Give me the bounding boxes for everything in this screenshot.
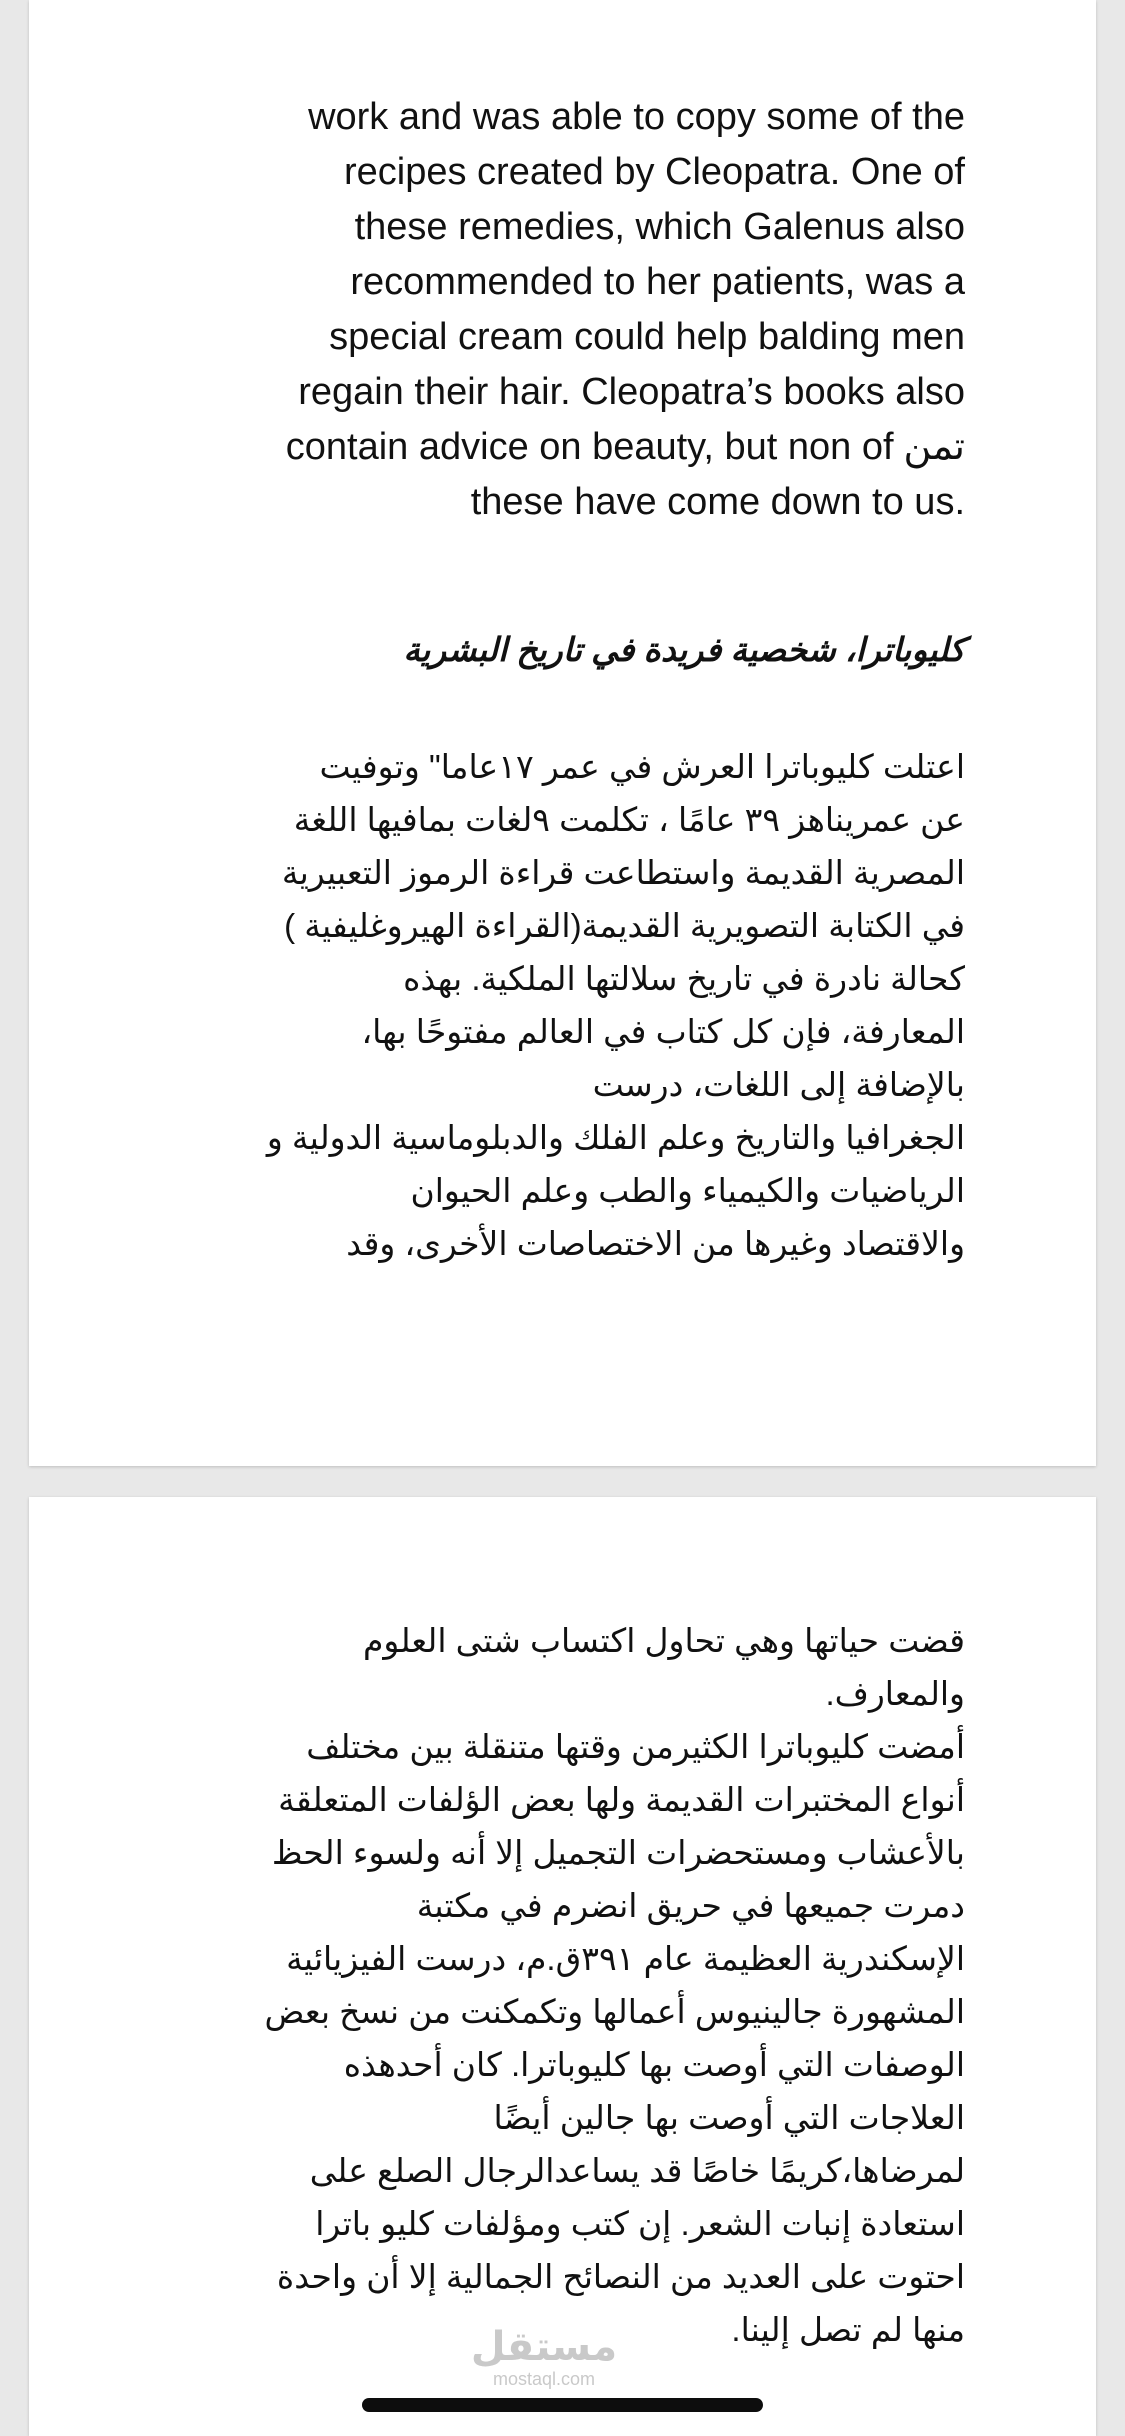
document-page-2 xyxy=(29,1497,1096,2436)
arabic-section-heading: كليوباترا، شخصية فريدة في تاريخ البشرية xyxy=(403,631,965,668)
arabic-line: الوصفات التي أوصت بها كليوباترا. كان أحدهذه xyxy=(343,2046,965,2083)
arabic-line: استعادة إنبات الشعر. إن كتب ومؤلفات كليو باترا xyxy=(315,2205,965,2242)
arabic-line: المعارفة، فإن كل كتاب في العالم مفتوحًا بها، xyxy=(361,1013,965,1050)
mostaql-watermark-logo xyxy=(464,2325,624,2389)
arabic-line: قضت حياتها وهي تحاول اكتساب شتى العلوم xyxy=(362,1622,965,1659)
arabic-line: لمرضاها،كريمًا خاصًا قد يساعدالرجال الصلع على xyxy=(309,2152,965,2189)
arabic-line: المشهورة جالينيوس أعمالها وتكمكنت من نسخ بعض xyxy=(264,1993,965,2030)
english-paragraph xyxy=(179,90,965,530)
arabic-line: عن عمريناهز ٣٩ عامًا ، تكلمت ٩لغات بمافيها اللغة xyxy=(293,801,965,838)
english-line: these remedies, which Galenus also xyxy=(354,206,965,248)
arabic-line: كحالة نادرة في تاريخ سلالتها الملكية. بهذه xyxy=(403,960,965,997)
arabic-line: الجغرافيا والتاريخ وعلم الفلك والدبلوماسية الدولية و xyxy=(266,1119,965,1156)
english-line-text: contain advice on beauty, but non of xyxy=(285,426,894,468)
arabic-line: دمرت جميعها في حريق انضرم في مكتبة xyxy=(416,1887,965,1924)
english-line: recipes created by Cleopatra. One of xyxy=(343,151,965,193)
english-line: recommended to her patients, was a xyxy=(350,261,965,303)
english-line: regain their hair. Cleopatra’s books also xyxy=(298,371,965,413)
english-line: work and was able to copy some of the xyxy=(308,96,965,138)
arabic-line: الإسكندرية العظيمة عام ٣٩١ق.م، درست الفيزيائية xyxy=(286,1940,965,1977)
watermark-latin-text: mostaql.com xyxy=(492,2369,596,2389)
home-indicator-bar[interactable] xyxy=(362,2398,763,2412)
arabic-line: احتوت على العديد من النصائح الجمالية إلا أن واحدة xyxy=(276,2258,965,2295)
arabic-paragraph xyxy=(179,740,965,1270)
english-line: these have come down to us. xyxy=(470,481,965,523)
arabic-line: منها لم تصل إلينا. xyxy=(731,2311,965,2348)
arabic-line: المصرية القديمة واستطاعت قراءة الرموز التعبيرية xyxy=(281,854,965,891)
watermark-arabic-text: مستقل xyxy=(470,2325,618,2369)
arabic-line: بالأعشاب ومستحضرات التجميل إلا أنه ولسوء الحظ xyxy=(271,1834,965,1871)
arabic-line: اعتلت كليوباترا العرش في عمر ١٧عاما" وتوفيت xyxy=(319,748,965,785)
arabic-line: والمعارف. xyxy=(825,1675,965,1712)
document-page-1 xyxy=(29,0,1096,1466)
arabic-line: والاقتصاد وغيرها من الاختصاصات الأخرى، وقد xyxy=(346,1225,965,1262)
arabic-line: بالإضافة إلى اللغات، درست xyxy=(592,1066,965,1103)
arabic-line: العلاجات التي أوصت بها جالين أيضًا xyxy=(493,2099,965,2136)
english-line-with-arabic xyxy=(179,420,965,475)
inline-arabic-word: تمن xyxy=(903,426,965,468)
arabic-paragraph xyxy=(179,1614,965,2356)
arabic-line: الرياضيات والكيمياء والطب وعلم الحيوان xyxy=(410,1172,965,1209)
arabic-line: في الكتابة التصويرية القديمة(القراءة الهيروغليفية ) xyxy=(284,907,965,944)
arabic-line: أمضت كليوباترا الكثيرمن وقتها متنقلة بين مختلف xyxy=(306,1728,965,1765)
arabic-line: أنواع المختبرات القديمة ولها بعض الؤلفات المتعلقة xyxy=(278,1781,965,1818)
english-line: special cream could help balding men xyxy=(329,316,965,358)
